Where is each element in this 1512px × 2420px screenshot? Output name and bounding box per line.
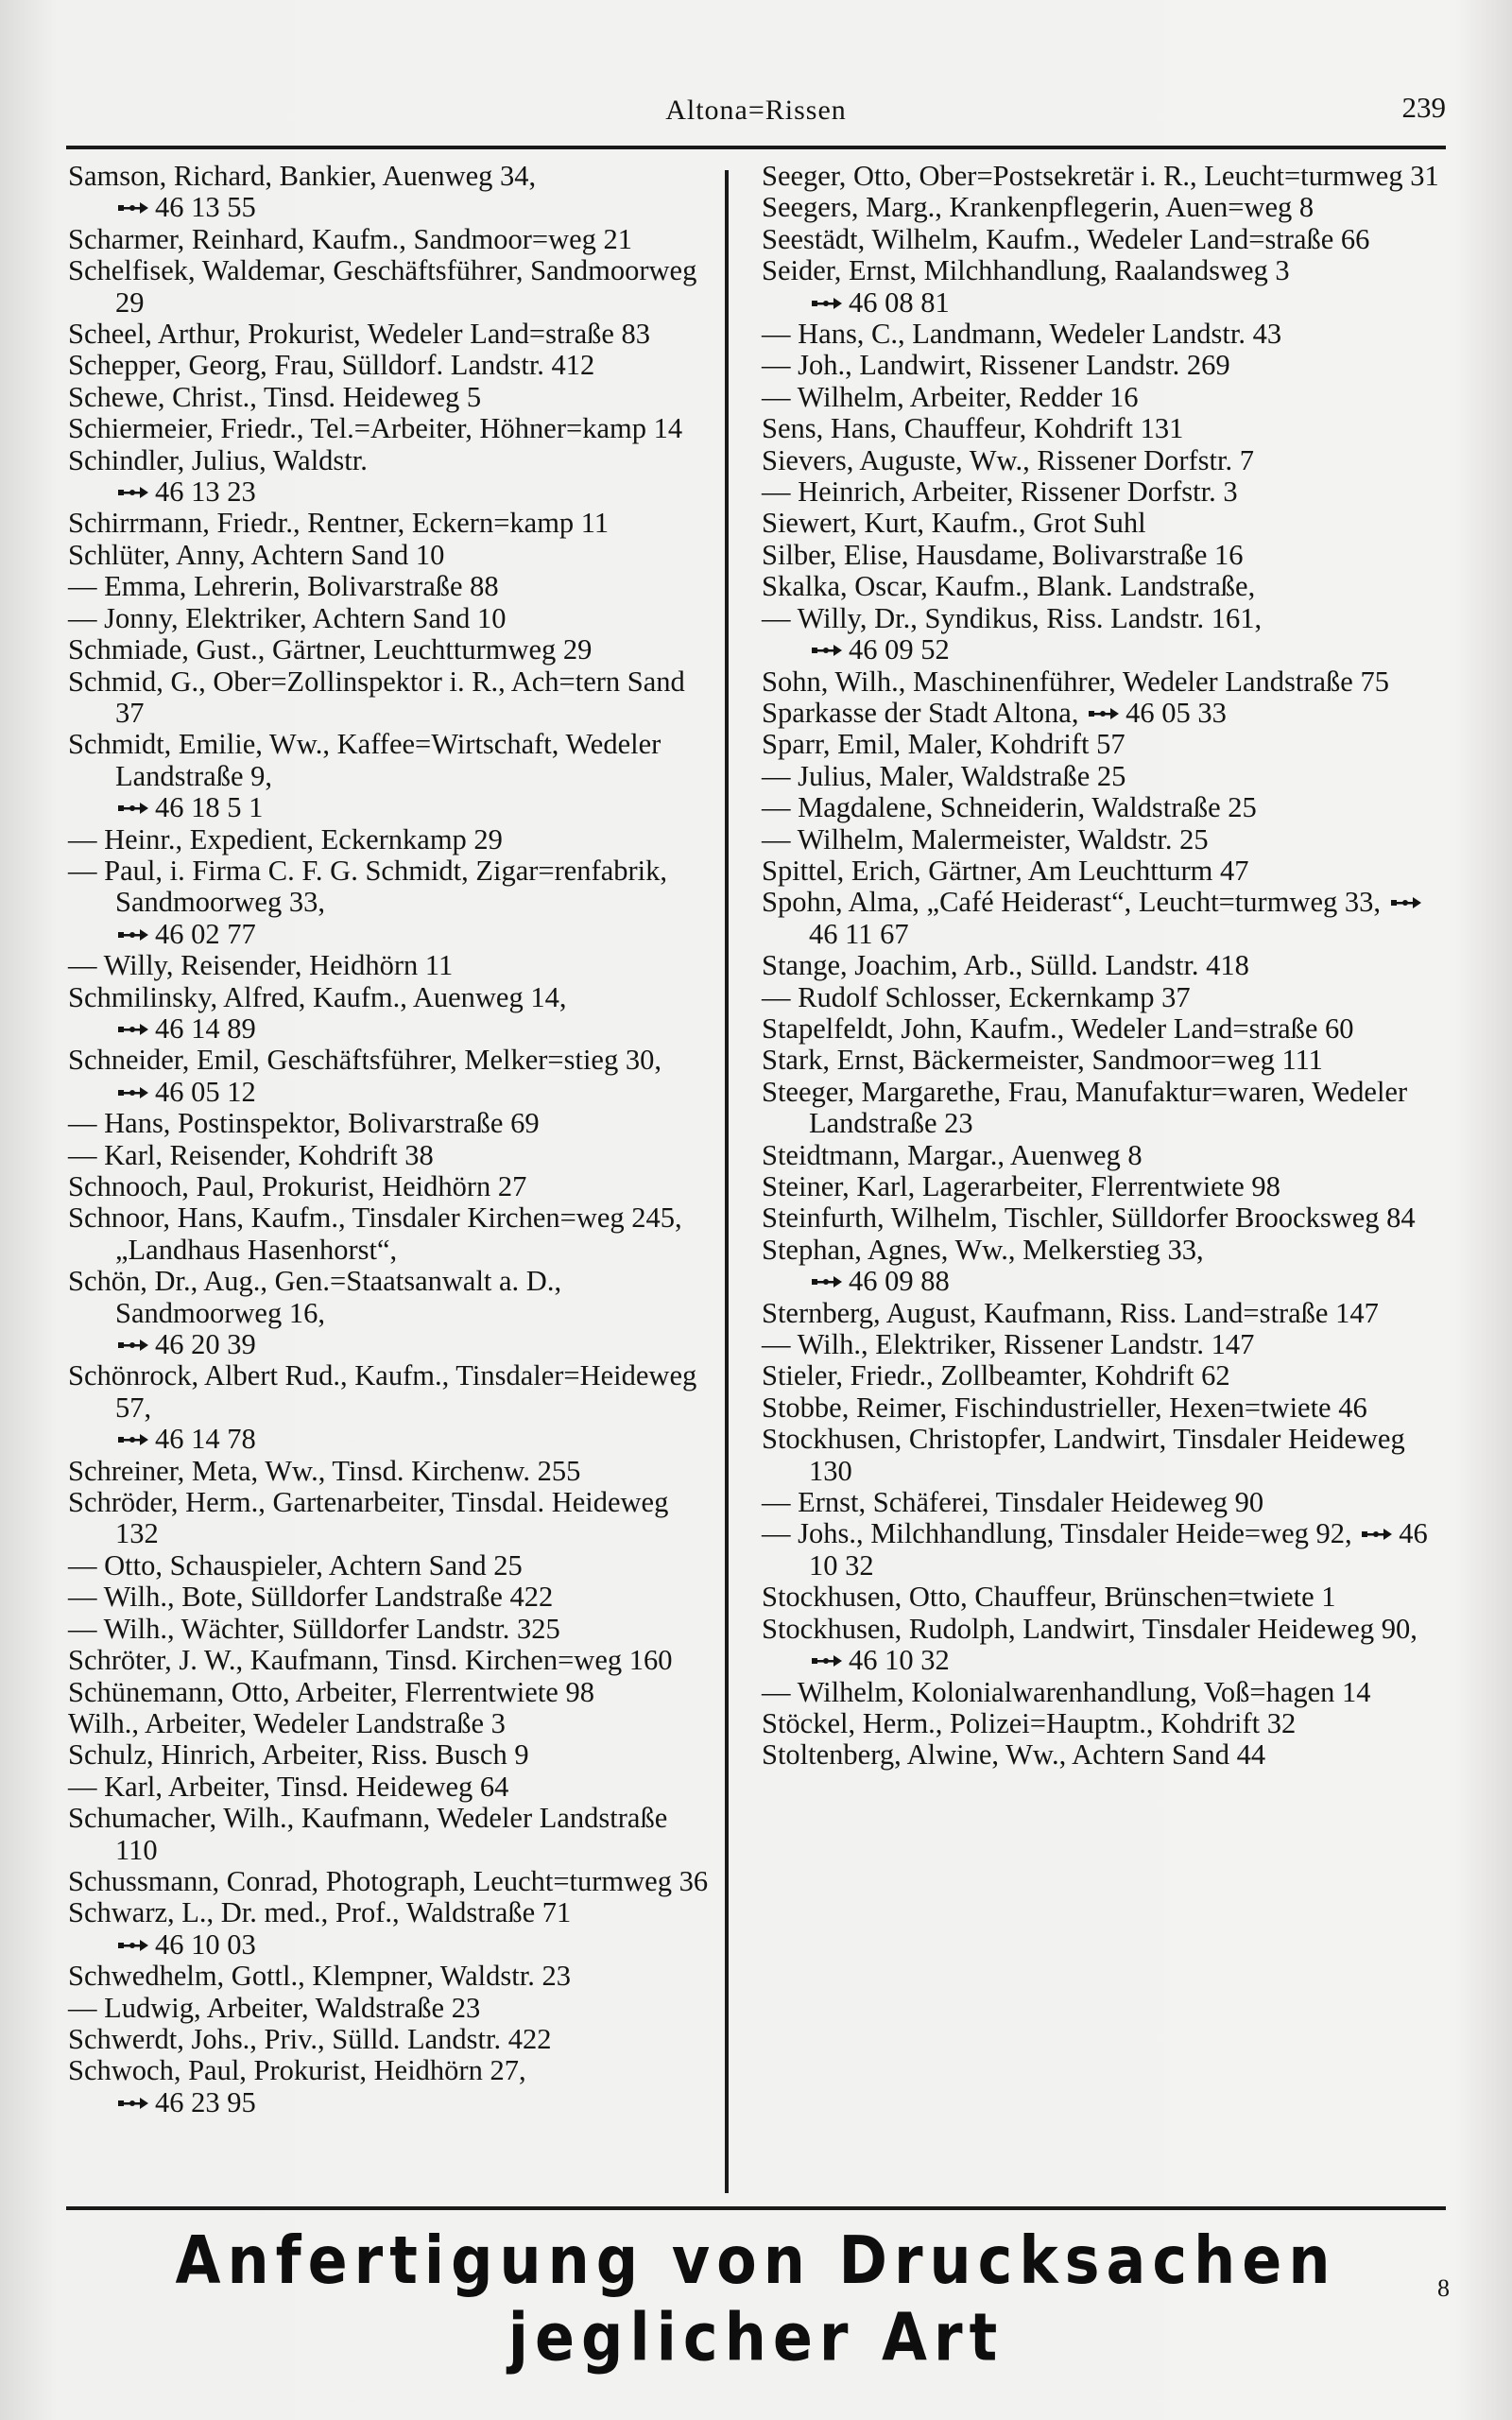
phone-number: 46 13 55 — [155, 191, 256, 224]
directory-entry — [68, 1550, 711, 1582]
directory-entry — [68, 1645, 711, 1676]
directory-entry — [762, 950, 1448, 981]
directory-entry — [762, 540, 1448, 571]
telephone-icon — [117, 1023, 149, 1036]
entry-text: — Wilhelm, Arbeiter, Redder 16 — [762, 380, 1139, 413]
directory-entry — [68, 950, 711, 981]
entry-text: Spittel, Erich, Gärtner, Am Leuchtturm 47 — [762, 854, 1249, 887]
directory-entry — [68, 634, 711, 666]
directory-entry — [68, 1739, 711, 1771]
entry-text: Schlüter, Anny, Achtern Sand 10 — [68, 538, 445, 571]
directory-entry — [68, 1897, 711, 1961]
directory-entry — [68, 982, 711, 1046]
entry-text: — Hans, Postinspektor, Bolivarstraße 69 — [68, 1107, 540, 1140]
telephone-icon — [117, 1339, 149, 1352]
entry-text: — Hans, C., Landmann, Wedeler Landstr. 43 — [762, 318, 1282, 351]
telephone-icon — [1088, 707, 1120, 720]
directory-entry — [68, 1171, 711, 1202]
entry-text: Schiermeier, Friedr., Tel.=Arbeiter, Höhner=kamp 14 — [68, 412, 683, 445]
directory-entry — [762, 1739, 1448, 1771]
entry-text: Sparr, Emil, Maler, Kohdrift 57 — [762, 728, 1125, 761]
directory-entry — [762, 1045, 1448, 1076]
directory-entry — [762, 824, 1448, 856]
entry-text: — Wilh., Bote, Sülldorfer Landstraße 422 — [68, 1581, 554, 1614]
entry-text: Schwerdt, Johs., Priv., Sülld. Landstr. 422 — [68, 2022, 552, 2055]
directory-entry — [762, 1614, 1448, 1677]
telephone-icon — [811, 297, 843, 310]
phone-number: 46 09 88 — [849, 1265, 950, 1298]
telephone-icon — [1361, 1528, 1393, 1541]
phone-number: 46 14 78 — [155, 1423, 256, 1456]
page-header — [66, 91, 1446, 142]
entry-text: Schwedhelm, Gottl., Klempner, Waldstr. 23 — [68, 1960, 571, 1993]
entry-text: — Paul, i. Firma C. F. G. Schmidt, Zigar=renfabrik, Sandmoorweg 33, — [68, 854, 668, 919]
entry-text: Schröter, J. W., Kaufmann, Tinsd. Kirchen=weg 160 — [68, 1644, 673, 1677]
phone-number: 46 13 23 — [155, 475, 256, 509]
directory-entry — [762, 476, 1448, 508]
phone-number: 46 14 89 — [155, 1011, 256, 1045]
telephone-icon — [117, 1086, 149, 1099]
entry-text: — Johs., Milchhandlung, Tinsdaler Heide=weg 92, — [762, 1517, 1352, 1550]
entry-text: — Heinrich, Arbeiter, Rissener Dorfstr. 3 — [762, 475, 1238, 509]
directory-entry — [762, 1202, 1448, 1234]
directory-entry — [762, 508, 1448, 539]
phone-number: 46 05 12 — [155, 1075, 256, 1108]
directory-entry — [68, 1582, 711, 1613]
printer-signature: 8 — [1437, 2274, 1450, 2302]
directory-entry — [762, 161, 1448, 192]
directory-entry — [762, 1518, 1448, 1582]
entry-text: — Karl, Reisender, Kohdrift 38 — [68, 1138, 434, 1171]
entry-text: Schulz, Hinrich, Arbeiter, Riss. Busch 9 — [68, 1738, 529, 1772]
directory-entry — [762, 192, 1448, 223]
telephone-icon — [811, 644, 843, 657]
entry-text: — Magdalene, Schneiderin, Waldstraße 25 — [762, 791, 1257, 824]
directory-entry — [762, 1360, 1448, 1392]
entry-text: — Jonny, Elektriker, Achtern Sand 10 — [68, 601, 507, 634]
entry-text: Sparkasse der Stadt Altona, — [762, 696, 1079, 729]
directory-entry — [68, 2055, 711, 2118]
footer-advertisement: Anfertigung von Drucksachen jeglicher Art — [175, 2221, 1337, 2377]
directory-entry — [762, 982, 1448, 1013]
entry-text: Stobbe, Reimer, Fischindustrieller, Hexen=twiete 46 — [762, 1391, 1367, 1424]
telephone-icon — [117, 1939, 149, 1952]
entry-text: — Ludwig, Arbeiter, Waldstraße 23 — [68, 1991, 481, 2024]
phone-number: 46 10 32 — [809, 1517, 1428, 1582]
entry-text: Schwoch, Paul, Prokurist, Heidhörn 27, — [68, 2054, 526, 2087]
entry-text: Schneider, Emil, Geschäftsführer, Melker=stieg 30, — [68, 1044, 662, 1077]
directory-entry — [762, 603, 1448, 666]
entry-text: Seeger, Otto, Ober=Postsekretär i. R., Leucht=turmweg 31 — [762, 160, 1439, 192]
column-divider — [725, 170, 729, 2193]
entry-text: — Joh., Landwirt, Rissener Landstr. 269 — [762, 349, 1230, 382]
directory-entry — [68, 603, 711, 634]
entry-text: Sens, Hans, Chauffeur, Kohdrift 131 — [762, 412, 1184, 445]
entry-text: Stieler, Friedr., Zollbeamter, Kohdrift 62 — [762, 1359, 1230, 1392]
entry-text: Seegers, Marg., Krankenpflegerin, Auen=weg 8 — [762, 191, 1314, 224]
entry-text: Schelfisek, Waldemar, Geschäftsführer, Sandmoorweg 29 — [68, 254, 697, 319]
directory-entry — [762, 255, 1448, 319]
directory-entry — [68, 1456, 711, 1487]
directory-entry — [762, 887, 1448, 950]
directory-entry — [68, 1708, 711, 1739]
entry-text: Sievers, Auguste, Ww., Rissener Dorfstr. 7 — [762, 443, 1254, 476]
directory-entry — [762, 1235, 1448, 1298]
phone-number: 46 09 52 — [849, 633, 950, 666]
directory-entry — [762, 413, 1448, 444]
entry-text: Stange, Joachim, Arb., Sülld. Landstr. 418 — [762, 949, 1249, 982]
entry-text: Stoltenberg, Alwine, Ww., Achtern Sand 44 — [762, 1738, 1266, 1772]
entry-text: — Willy, Dr., Syndikus, Riss. Landstr. 161, — [762, 601, 1263, 634]
phone-number: 46 10 03 — [155, 1927, 256, 1961]
directory-entry — [68, 666, 711, 730]
directory-entry — [68, 1614, 711, 1645]
entry-text: Stapelfeldt, John, Kaufm., Wedeler Land=straße 60 — [762, 1011, 1354, 1045]
entry-text: Schmiade, Gust., Gärtner, Leuchtturmweg 29 — [68, 633, 593, 666]
directory-entry — [68, 1487, 711, 1550]
entry-text: — Julius, Maler, Waldstraße 25 — [762, 759, 1126, 792]
directory-entry — [762, 666, 1448, 698]
entry-text: Seider, Ernst, Milchhandlung, Raalandsweg 3 — [762, 254, 1290, 287]
entry-text: Wilh., Arbeiter, Wedeler Landstraße 3 — [68, 1706, 506, 1739]
directory-entry — [762, 1708, 1448, 1739]
entry-text: Stockhusen, Otto, Chauffeur, Brünschen=twiete 1 — [762, 1581, 1336, 1614]
directory-entry — [762, 856, 1448, 887]
footer-rule — [66, 2206, 1446, 2210]
directory-entry — [762, 224, 1448, 255]
directory-entry — [762, 729, 1448, 760]
phone-number: 46 10 32 — [849, 1644, 950, 1677]
telephone-icon — [811, 1654, 843, 1668]
directory-entry — [68, 161, 711, 224]
entry-text: Schnoor, Hans, Kaufm., Tinsdaler Kirchen=weg 245, „Landhaus Hasenhorst“, — [68, 1201, 682, 1266]
entry-text: Seestädt, Wilhelm, Kaufm., Wedeler Land=straße 66 — [762, 222, 1370, 255]
directory-entry — [762, 350, 1448, 381]
entry-text: Samson, Richard, Bankier, Auenweg 34, — [68, 160, 537, 192]
entry-text: Spohn, Alma, „Café Heiderast“, Leucht=turmweg 33, — [762, 886, 1381, 919]
telephone-icon — [117, 486, 149, 499]
entry-text: — Rudolf Schlosser, Eckernkamp 37 — [762, 980, 1191, 1013]
right-column — [762, 161, 1448, 1772]
entry-text: Steeger, Margarethe, Frau, Manufaktur=waren, Wedeler Landstraße 23 — [762, 1075, 1408, 1140]
entry-text: Scharmer, Reinhard, Kaufm., Sandmoor=weg 21 — [68, 222, 633, 255]
entry-text: Schönrock, Albert Rud., Kaufm., Tinsdaler=Heideweg 57, — [68, 1359, 697, 1424]
entry-text: Steiner, Karl, Lagerarbeiter, Flerrentwiete 98 — [762, 1170, 1280, 1202]
directory-entry — [762, 1077, 1448, 1140]
directory-entry — [68, 1202, 711, 1266]
entry-text: Stephan, Agnes, Ww., Melkerstieg 33, — [762, 1233, 1204, 1266]
entry-text: Schirrmann, Friedr., Rentner, Eckern=kamp 11 — [68, 507, 610, 540]
directory-entry — [68, 1866, 711, 1897]
directory-entry — [762, 571, 1448, 602]
entry-text: — Wilhelm, Malermeister, Waldstr. 25 — [762, 822, 1209, 856]
entry-text: Stark, Ernst, Bäckermeister, Sandmoor=weg 111 — [762, 1044, 1323, 1077]
header-rule — [66, 146, 1446, 149]
entry-text: Schwarz, L., Dr. med., Prof., Waldstraße 71 — [68, 1896, 572, 1929]
entry-text: Steinfurth, Wilhelm, Tischler, Sülldorfer Broocksweg 84 — [762, 1201, 1416, 1235]
page-title: Altona=Rissen — [665, 95, 847, 126]
directory-entry — [68, 1772, 711, 1803]
directory-entry — [68, 2024, 711, 2055]
directory-entry — [68, 1140, 711, 1171]
phone-number: 46 11 67 — [809, 917, 909, 950]
directory-entry — [762, 698, 1448, 729]
entry-text: Siewert, Kurt, Kaufm., Grot Suhl — [762, 507, 1146, 540]
entry-text: Schreiner, Meta, Ww., Tinsd. Kirchenw. 255 — [68, 1454, 581, 1487]
directory-entry — [762, 761, 1448, 792]
entry-text: Schröder, Herm., Gartenarbeiter, Tinsdal. Heideweg 132 — [68, 1486, 669, 1550]
phone-number: 46 20 39 — [155, 1328, 256, 1361]
directory-entry — [762, 1424, 1448, 1487]
entry-text: — Wilh., Elektriker, Rissener Landstr. 147 — [762, 1328, 1255, 1361]
entry-text: Schmidt, Emilie, Ww., Kaffee=Wirtschaft, Wedeler Landstraße 9, — [68, 728, 662, 792]
directory-entry — [762, 792, 1448, 823]
entry-text: — Otto, Schauspieler, Achtern Sand 25 — [68, 1548, 523, 1582]
entry-text: Skalka, Oscar, Kaufm., Blank. Landstraße, — [762, 570, 1256, 603]
directory-entry — [68, 224, 711, 255]
telephone-icon — [117, 201, 149, 215]
entry-text: — Willy, Reisender, Heidhörn 11 — [68, 949, 454, 982]
entry-text: — Ernst, Schäferei, Tinsdaler Heideweg 90 — [762, 1486, 1264, 1519]
entry-text: Schön, Dr., Aug., Gen.=Staatsanwalt a. D., Sandmoorweg 16, — [68, 1265, 562, 1329]
directory-entry — [68, 856, 711, 950]
entry-text: Scheel, Arthur, Prokurist, Wedeler Land=straße 83 — [68, 318, 651, 351]
directory-entry — [68, 1360, 711, 1455]
page-number: 239 — [1401, 91, 1446, 124]
left-column — [68, 161, 711, 2118]
entry-text: Steidtmann, Margar., Auenweg 8 — [762, 1138, 1143, 1171]
directory-entry — [68, 445, 711, 509]
directory-entry — [762, 1487, 1448, 1518]
phone-number: 46 02 77 — [155, 917, 256, 950]
directory-entry — [68, 319, 711, 350]
entry-text: Stockhusen, Christopfer, Landwirt, Tinsdaler Heideweg 130 — [762, 1423, 1405, 1487]
directory-entry — [762, 445, 1448, 476]
telephone-icon — [811, 1275, 843, 1288]
directory-entry — [68, 255, 711, 319]
phone-number: 46 05 33 — [1125, 696, 1227, 729]
directory-entry — [68, 1961, 711, 1992]
phone-number: 46 18 5 1 — [155, 791, 264, 824]
directory-entry — [762, 1677, 1448, 1708]
entry-text: Stockhusen, Rudolph, Landwirt, Tinsdaler Heideweg 90, — [762, 1612, 1418, 1645]
directory-entry — [68, 1993, 711, 2024]
entry-text: Sternberg, August, Kaufmann, Riss. Land=straße 147 — [762, 1296, 1379, 1329]
entry-text: Schindler, Julius, Waldstr. — [68, 443, 368, 476]
entry-text: Schünemann, Otto, Arbeiter, Flerrentwiete 98 — [68, 1675, 594, 1708]
entry-text: — Karl, Arbeiter, Tinsd. Heideweg 64 — [68, 1770, 509, 1803]
directory-entry — [68, 571, 711, 602]
directory-entry — [762, 1582, 1448, 1613]
directory-entry — [762, 1171, 1448, 1202]
entry-text: Sohn, Wilh., Maschinenführer, Wedeler Landstraße 75 — [762, 665, 1389, 698]
entry-text: Schmilinsky, Alfred, Kaufm., Auenweg 14, — [68, 980, 567, 1013]
directory-entry — [68, 350, 711, 381]
directory-entry — [68, 1266, 711, 1360]
phone-number: 46 23 95 — [155, 2085, 256, 2118]
telephone-icon — [1390, 896, 1422, 909]
telephone-icon — [117, 802, 149, 815]
directory-entry — [762, 1013, 1448, 1045]
entry-text: Schnooch, Paul, Prokurist, Heidhörn 27 — [68, 1170, 527, 1202]
entry-text: — Wilhelm, Kolonialwarenhandlung, Voß=hagen 14 — [762, 1675, 1371, 1708]
directory-entry — [68, 1108, 711, 1139]
telephone-icon — [117, 2097, 149, 2110]
entry-text: — Heinr., Expedient, Eckernkamp 29 — [68, 822, 503, 856]
directory-entry — [762, 1329, 1448, 1360]
entry-text: — Wilh., Wächter, Sülldorfer Landstr. 325 — [68, 1612, 560, 1645]
directory-entry — [762, 382, 1448, 413]
directory-entry — [68, 1677, 711, 1708]
directory-entry — [762, 1392, 1448, 1424]
phone-number: 46 08 81 — [849, 285, 950, 319]
directory-entry — [68, 508, 711, 539]
directory-entry — [68, 729, 711, 823]
directory-entry — [68, 1803, 711, 1866]
telephone-icon — [117, 1433, 149, 1446]
entry-text: — Emma, Lehrerin, Bolivarstraße 88 — [68, 570, 499, 603]
directory-entry — [68, 824, 711, 856]
entry-text: Silber, Elise, Hausdame, Bolivarstraße 16 — [762, 538, 1244, 571]
entry-text: Schussmann, Conrad, Photograph, Leucht=turmweg 36 — [68, 1864, 709, 1897]
directory-entry — [762, 1298, 1448, 1329]
directory-entry — [68, 1045, 711, 1108]
directory-entry — [68, 413, 711, 444]
directory-entry — [762, 1140, 1448, 1171]
entry-text: Stöckel, Herm., Polizei=Hauptm., Kohdrift 32 — [762, 1706, 1297, 1739]
entry-text: Schmid, G., Ober=Zollinspektor i. R., Ach=tern Sand 37 — [68, 665, 685, 729]
telephone-icon — [117, 928, 149, 942]
entry-text: Schepper, Georg, Frau, Sülldorf. Landstr. 412 — [68, 349, 595, 382]
entry-text: Schumacher, Wilh., Kaufmann, Wedeler Landstraße 110 — [68, 1802, 668, 1866]
directory-entry — [68, 382, 711, 413]
directory-entry — [762, 319, 1448, 350]
directory-entry — [68, 540, 711, 571]
entry-text: Schewe, Christ., Tinsd. Heideweg 5 — [68, 380, 482, 413]
